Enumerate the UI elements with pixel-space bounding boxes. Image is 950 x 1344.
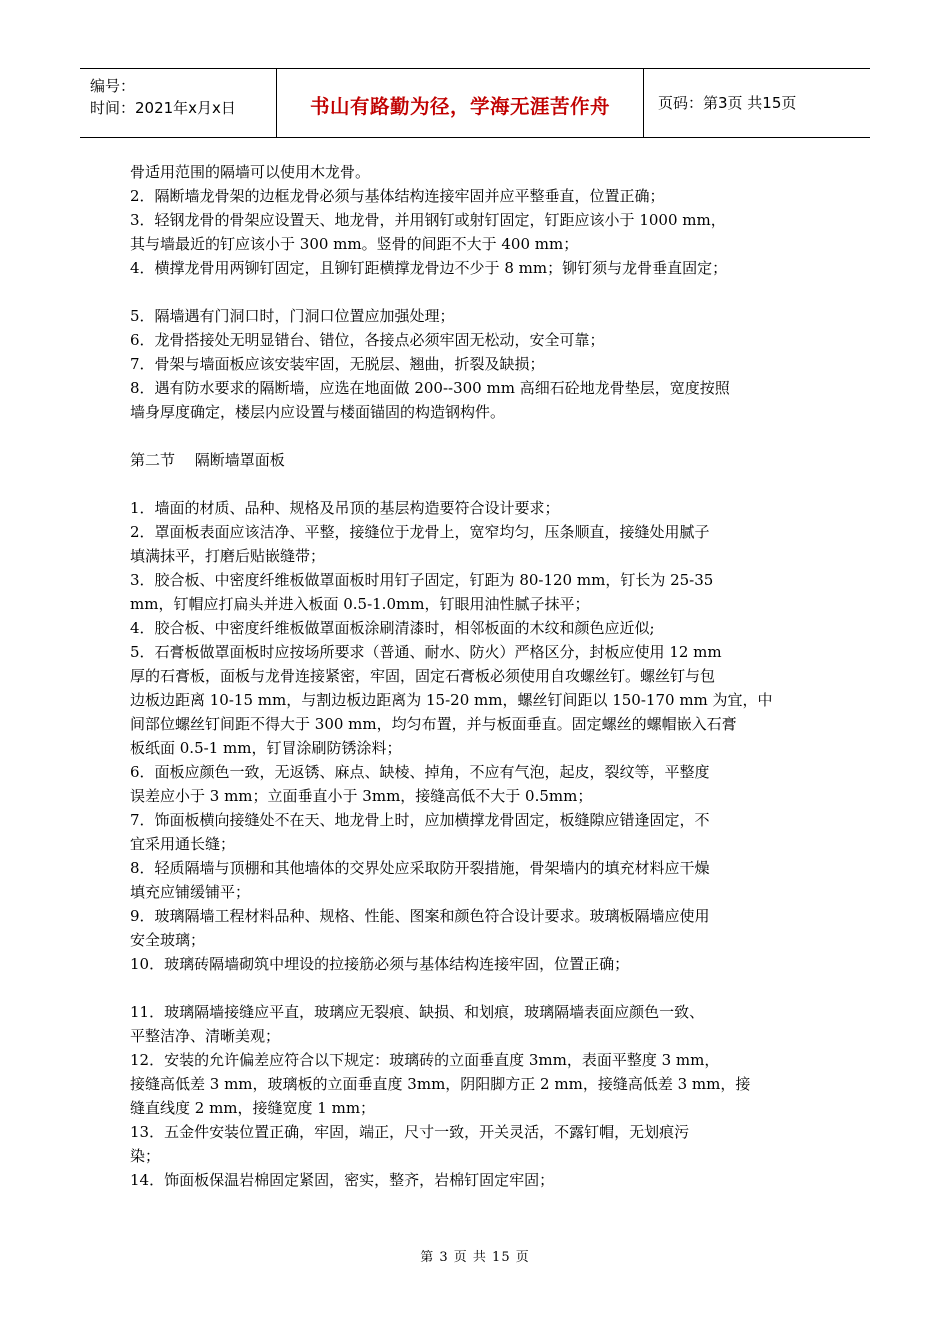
body-line: 边板边距离 10-15 mm，与割边板边距离为 15-20 mm，螺丝钉间距以 150-170 mm 为宜，中 [130,691,773,709]
document-body [130,160,820,1192]
body-line: 13．五金件安装位置正确，牢固，端正，尺寸一致，开关灵活，不露钉帽，无划痕污 [130,1123,690,1141]
body-line: 平整洁净、清晰美观； [130,1027,281,1045]
body-line: 宜采用通长缝； [130,835,236,853]
page-header [80,68,870,138]
body-line: mm，钉帽应打扁头并进入板面 0.5-1.0mm，钉眼用油性腻子抹平； [130,595,590,613]
body-line: 接缝高低差 3 mm，玻璃板的立面垂直度 3mm，阴阳脚方正 2 mm，接缝高低差 3 mm，接 [130,1075,751,1093]
header-page-number: 页码：第3页 共15页 [658,94,797,112]
body-line: 误差应小于 3 mm；立面垂直小于 3mm，接缝高低不大于 0.5mm； [130,787,593,805]
body-line: 11．玻璃隔墙接缝应平直，玻璃应无裂痕、缺损、和划痕，玻璃隔墙表面应颜色一致、 [130,1003,705,1021]
blank-line [130,280,820,304]
body-line: 4．横撑龙骨用两铆钉固定，且铆钉距横撑龙骨边不少于 8 mm；铆钉须与龙骨垂直固定； [130,259,728,277]
body-line: 10．玻璃砖隔墙砌筑中埋设的拉接筋必须与基体结构连接牢固，位置正确； [130,955,630,973]
body-line: 5．隔墙遇有门洞口时，门洞口位置应加强处理； [130,307,455,325]
header-info-cell [80,69,276,137]
document-date-label: 时间：2021年x月x日 [90,99,236,117]
body-line: 14．饰面板保温岩棉固定紧固，密实，整齐，岩棉钉固定牢固； [130,1171,555,1189]
body-line: 2．罩面板表面应该洁净、平整，接缝位于龙骨上，宽窄均匀，压条顺直，接缝处用腻子 [130,523,710,541]
body-line: 2．隔断墙龙骨架的边框龙骨必须与基体结构连接牢固并应平整垂直，位置正确； [130,187,665,205]
blank-line [130,424,820,448]
body-line: 填满抹平，打磨后贴嵌缝带； [130,547,326,565]
body-line: 安全玻璃； [130,931,206,949]
body-line: 间部位螺丝钉间距不得大于 300 mm，均匀布置，并与板面垂直。固定螺丝的螺帽嵌入石膏 [130,715,737,733]
body-line: 7．骨架与墙面板应该安装牢固，无脱层、翘曲，折裂及缺损； [130,355,545,373]
body-line: 8．轻质隔墙与顶棚和其他墙体的交界处应采取防开裂措施，骨架墙内的填充材料应干燥 [130,859,710,877]
body-line: 7．饰面板横向接缝处不在天、地龙骨上时，应加横撑龙骨固定，板缝隙应错逢固定，不 [130,811,710,829]
body-line: 5．石膏板做罩面板时应按场所要求（普通、耐水、防火）严格区分，封板应使用 12 mm [130,643,722,661]
header-motto-cell [276,69,644,137]
body-line: 染； [130,1147,161,1165]
body-line: 其与墙最近的钉应该小于 300 mm。竖骨的间距不大于 400 mm； [130,235,579,253]
document-number-label: 编号： [90,77,136,95]
body-line: 厚的石膏板，面板与龙骨连接紧密，牢固，固定石膏板必须使用自攻螺丝钉。螺丝钉与包 [130,667,716,685]
header-motto: 书山有路勤为径，学海无涯苦作舟 [309,95,610,118]
body-line: 8．遇有防水要求的隔断墙，应选在地面做 200--300 mm 高细石砼地龙骨垫层，宽度按照 [130,379,730,397]
body-line: 3．轻钢龙骨的骨架应设置天、地龙骨，并用钢钉或射钉固定，钉距应该小于 1000 mm， [130,211,726,229]
body-line: 填充应铺缓铺平； [130,883,251,901]
body-line: 第二节 隔断墙罩面板 [130,451,285,469]
body-line: 6．龙骨搭接处无明显错台、错位，各接点必须牢固无松动，安全可靠； [130,331,605,349]
blank-line [130,976,820,1000]
body-line: 缝直线度 2 mm，接缝宽度 1 mm； [130,1099,376,1117]
page-footer: 第 3 页 共 15 页 [420,1250,530,1265]
body-line: 骨适用范围的隔墙可以使用木龙骨。 [130,163,371,181]
body-line: 板纸面 0.5-1 mm，钉冒涂刷防锈涂料； [130,739,402,757]
body-line: 1．墙面的材质、品种、规格及吊顶的基层构造要符合设计要求； [130,499,560,517]
body-line: 12．安装的允许偏差应符合以下规定：玻璃砖的立面垂直度 3mm，表面平整度 3 mm， [130,1051,720,1069]
body-line: 6．面板应颜色一致，无返锈、麻点、缺棱、掉角，不应有气泡，起皮，裂纹等，平整度 [130,763,710,781]
blank-line [130,472,820,496]
body-line: 墙身厚度确定，楼层内应设置与楼面锚固的构造钢构件。 [130,403,506,421]
body-line: 9．玻璃隔墙工程材料品种、规格、性能、图案和颜色符合设计要求。玻璃板隔墙应使用 [130,907,710,925]
body-line: 4．胶合板、中密度纤维板做罩面板涂刷清漆时，相邻板面的木纹和颜色应近似; [130,619,655,637]
body-line: 3．胶合板、中密度纤维板做罩面板时用钉子固定，钉距为 80-120 mm，钉长为 25-35 [130,571,714,589]
